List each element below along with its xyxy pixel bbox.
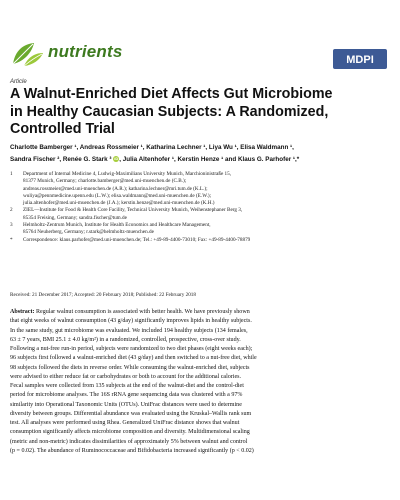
affiliation-line: 81377 Munich, Germany; charlotte.bamberger@med.uni-muenchen.de (C.B.); bbox=[23, 178, 187, 185]
journal-header bbox=[0, 0, 400, 72]
author-line bbox=[10, 154, 395, 166]
abstract bbox=[10, 308, 393, 456]
abstract-line: similarity into Operational Taxonomic Units (OTUs). UniFrac distances were used to determine bbox=[10, 401, 242, 408]
abstract-line bbox=[10, 308, 393, 317]
abstract-line: period for microbiome analyses. The 16S rRNA gene sequencing data was clustered with a 97% bbox=[10, 392, 243, 399]
abstract-line: 98 subjects followed the diets in reverse order. While consuming the walnut-enriched diet, subjects bbox=[10, 364, 250, 371]
abstract-line: (metric and non-metric) indicates dissimilarities of approximately 5% between walnut and control bbox=[10, 438, 248, 445]
abstract-line: diversity between groups. Differential abundance was evaluated using the Kruskal–Wallis rank sum bbox=[10, 410, 252, 417]
affiliation-line: julia.altenhofer@med.uni-muenchen.de (J.A.); kerstin.henze@med.uni-muenchen.de (K.H.) bbox=[23, 200, 215, 207]
abstract-text: Regular walnut consumption is associated with better health. We have previously shown bbox=[34, 309, 250, 315]
article-type: Article bbox=[10, 79, 27, 85]
article-title bbox=[10, 86, 390, 139]
correspondence bbox=[10, 237, 395, 244]
affiliation-line: 85354 Freising, Germany; sandra.fischer@tum.de bbox=[23, 214, 127, 221]
mdpi-logo-text: MDPI bbox=[346, 54, 374, 66]
affiliation-1 bbox=[10, 171, 395, 207]
title-line: Controlled Trial bbox=[10, 121, 115, 137]
affiliation-3 bbox=[10, 222, 395, 237]
journal-name: nutrients bbox=[48, 42, 123, 61]
affiliation-line: ZIEL—Institute for Food & Health Core Facility, Technical University Munich, Weihenstephaner Berg 3, bbox=[23, 207, 243, 214]
affiliation-line: wuliya@pennmedicine.upenn.edu (L.W.); elisa.waldmann@med.uni-muenchen.de (E.W.); bbox=[23, 192, 212, 199]
affiliation-line: 85764 Neuherberg, Germany; r.stark@helmholtz-muenchen.de bbox=[23, 229, 154, 236]
correspondence-line: Correspondence: klaus.parhofer@med.uni-muenchen.de; Tel.: +49-89-4400-73010; Fax: +49-89-4400-78879 bbox=[23, 236, 251, 243]
abstract-line: Fecal samples were collected from 135 subjects at the end of the walnut-diet and the control-diet bbox=[10, 383, 244, 389]
publication-dates: Received: 21 December 2017; Accepted: 20 February 2018; Published: 22 February 2018 bbox=[10, 292, 196, 298]
abstract-label: Abstract: bbox=[10, 309, 35, 315]
abstract-line: (p = 0.02). The abundance of Ruminococcaceae and Bifidobacteria increased significantly (p < 0.02) bbox=[10, 447, 254, 454]
abstract-line: In the same study, gut microbiome was evaluated. We included 194 healthy subjects (134 females, bbox=[10, 327, 248, 334]
abstract-line: Following a nut-free run-in period, subjects were randomized to two diet phases (eight weeks each); bbox=[10, 346, 253, 352]
author-line-text: , Julia Altenhofer ¹, Kerstin Henze ¹ and Klaus G. Parhofer ¹,* bbox=[119, 156, 300, 163]
affiliation-number: 3 bbox=[10, 222, 13, 229]
abstract-line: 63 ± 7 years, BMI 25.1 ± 4.0 kg/m²) in a randomized, controlled, prospective, cross-over study. bbox=[10, 336, 241, 343]
affiliation-line: Department of Internal Medicine 4, Ludwig-Maximilians University Munich, Marchioninistraße 15, bbox=[23, 171, 232, 177]
abstract-line: that eight weeks of walnut consumption (43 g/day) significantly improves lipids in healthy subjects. bbox=[10, 318, 252, 325]
affiliations bbox=[10, 171, 395, 244]
abstract-line: test. All analyses were performed using Rhea. Generalized UniFrac distance shows that walnut bbox=[10, 420, 240, 426]
author-line: Charlotte Bamberger ¹, Andreas Rossmeier ¹, Katharina Lechner ¹, Liya Wu ¹, Elisa Waldmann ¹, bbox=[10, 144, 294, 151]
journal-leaf-logo-icon bbox=[10, 40, 46, 68]
abstract-line: consumption significantly affects microbiome composition and diversity. Multidimensional scaling bbox=[10, 429, 250, 436]
affiliation-number: 2 bbox=[10, 207, 13, 214]
affiliation-line: Helmholtz-Zentrum Munich, Institute for Health Economics and Healthcare Management, bbox=[23, 222, 211, 229]
affiliation-line: andreas.rossmeier@med.uni-muenchen.de (A.R.); katharina.lechner@mri.tum.de (K.L.); bbox=[23, 185, 208, 192]
author-line-text: Sandra Fischer ², Renée G. Stark ³ bbox=[10, 156, 112, 163]
abstract-line: 96 subjects first followed a walnut-enriched diet (43 g/day) and then switched to a nut-free diet, while bbox=[10, 355, 257, 362]
orcid-icon[interactable]: iD bbox=[114, 156, 119, 162]
title-line: in Healthy Caucasian Subjects: A Randomized, bbox=[10, 103, 329, 120]
affiliation-2 bbox=[10, 207, 395, 222]
abstract-line: were advised to either reduce fat or carbohydrates or both to account for the additional calories. bbox=[10, 373, 242, 380]
author-list bbox=[10, 142, 395, 166]
affiliation-number: 1 bbox=[10, 171, 13, 177]
mdpi-logo bbox=[333, 49, 387, 69]
title-line: A Walnut-Enriched Diet Affects Gut Microbiome bbox=[10, 86, 333, 102]
correspondence-marker: * bbox=[10, 236, 13, 243]
